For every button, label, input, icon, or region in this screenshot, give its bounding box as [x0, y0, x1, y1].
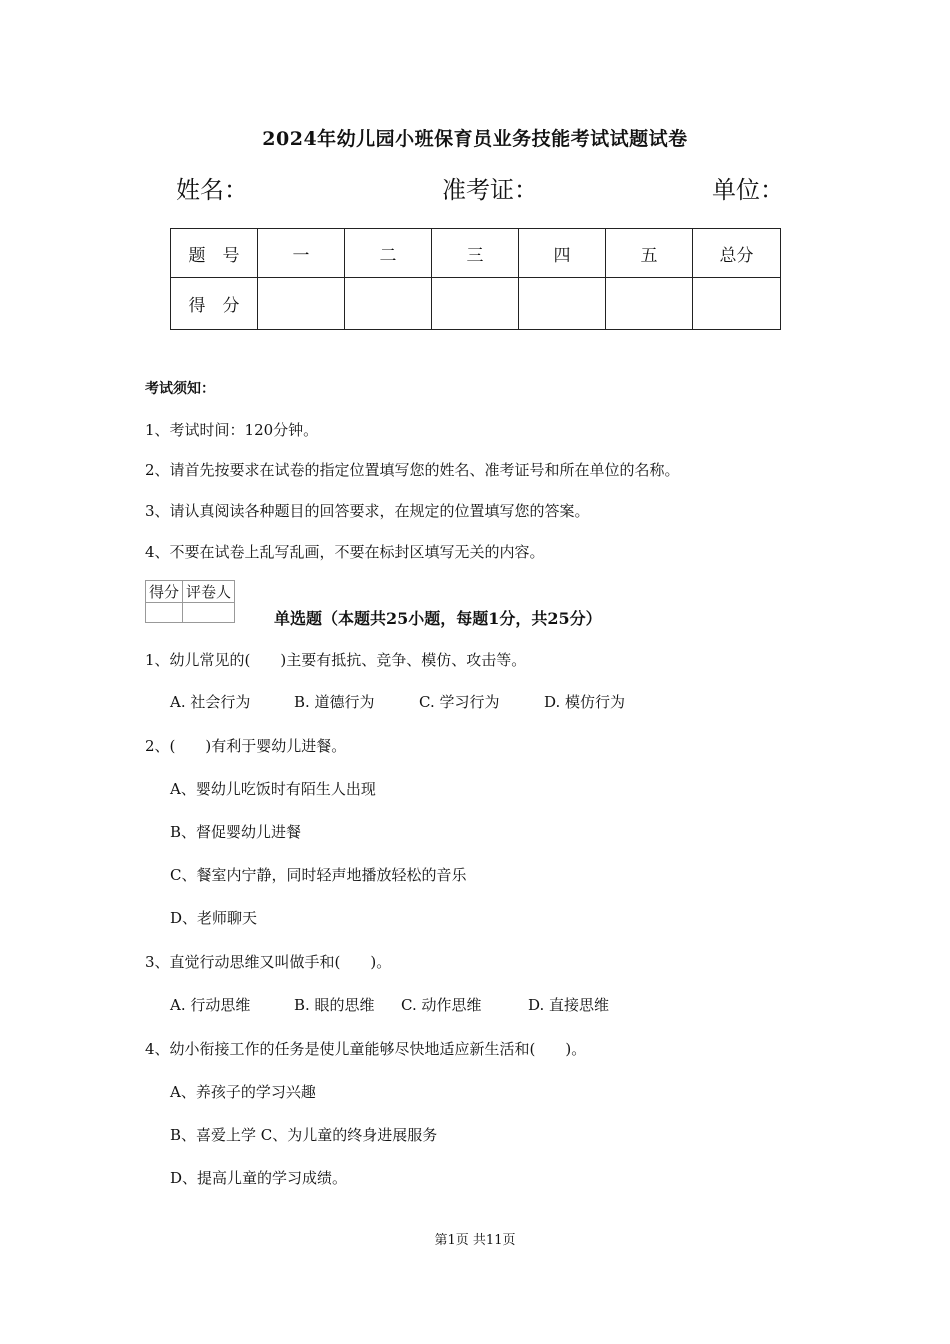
header-cell-2: 二: [345, 229, 432, 278]
header-cell-question-no: 题 号: [171, 229, 258, 278]
option-b[interactable]: B、督促婴幼儿进餐: [170, 823, 302, 841]
grader-box-score-label: 得分: [146, 581, 183, 603]
score-table-header-row: [171, 229, 781, 278]
score-cell-2[interactable]: [345, 278, 432, 330]
grader-box-grader-label: 评卷人: [183, 581, 235, 603]
score-cell-1[interactable]: [258, 278, 345, 330]
option-c[interactable]: C. 动作思维: [401, 996, 482, 1014]
option-d[interactable]: D. 模仿行为: [544, 693, 626, 711]
score-cell-5[interactable]: [606, 278, 693, 330]
question-stem: 1、幼儿常见的( )主要有抵抗、竞争、模仿、攻击等。: [145, 651, 527, 669]
score-row-label: 得 分: [171, 278, 258, 330]
grader-box-score-cell[interactable]: [146, 603, 183, 623]
question-stem: 2、( )有利于婴幼儿进餐。: [145, 737, 347, 755]
score-table: [170, 228, 781, 330]
option-a[interactable]: A、婴幼儿吃饭时有陌生人出现: [170, 780, 376, 798]
name-label: 姓名：: [176, 176, 248, 204]
page-footer: 第1页 共11页: [434, 1233, 516, 1248]
document-title: 2024年幼儿园小班保育员业务技能考试试题试卷: [262, 128, 688, 150]
notice-item: 1、考试时间：120分钟。: [145, 421, 319, 439]
question-stem: 4、幼小衔接工作的任务是使儿童能够尽快地适应新生活和( )。: [145, 1040, 587, 1058]
question-stem: 3、直觉行动思维又叫做手和( )。: [145, 953, 392, 971]
notice-item: 4、不要在试卷上乱写乱画，不要在标封区填写无关的内容。: [145, 543, 545, 561]
option-d[interactable]: D、提高儿童的学习成绩。: [170, 1169, 348, 1187]
notice-item: 3、请认真阅读各种题目的回答要求，在规定的位置填写您的答案。: [145, 502, 590, 520]
option-c[interactable]: C. 学习行为: [419, 693, 500, 711]
option-d[interactable]: D. 直接思维: [528, 996, 610, 1014]
header-cell-3: 三: [432, 229, 519, 278]
score-cell-total[interactable]: [693, 278, 781, 330]
notice-item: 2、请首先按要求在试卷的指定位置填写您的姓名、准考证号和所在单位的名称。: [145, 461, 680, 479]
score-table-score-row: [171, 278, 781, 330]
option-b[interactable]: B. 眼的思维: [294, 996, 375, 1014]
option-a[interactable]: A. 社会行为: [170, 693, 251, 711]
header-cell-total: 总分: [693, 229, 781, 278]
option-b-c[interactable]: B、喜爱上学 C、为儿童的终身进展服务: [170, 1126, 438, 1144]
unit-label: 单位：: [712, 176, 784, 204]
score-cell-4[interactable]: [519, 278, 606, 330]
candidate-info-fields: [176, 170, 786, 204]
option-a[interactable]: A、养孩子的学习兴趣: [170, 1083, 316, 1101]
option-c[interactable]: C、餐室内宁静，同时轻声地播放轻松的音乐: [170, 866, 467, 884]
grader-box: [145, 580, 235, 623]
exam-number-label: 准考证：: [442, 176, 538, 204]
header-cell-4: 四: [519, 229, 606, 278]
notice-heading: 考试须知：: [145, 381, 215, 397]
score-cell-3[interactable]: [432, 278, 519, 330]
option-b[interactable]: B. 道德行为: [294, 693, 375, 711]
header-cell-1: 一: [258, 229, 345, 278]
header-cell-5: 五: [606, 229, 693, 278]
option-a[interactable]: A. 行动思维: [170, 996, 251, 1014]
option-d[interactable]: D、老师聊天: [170, 909, 258, 927]
section-title: 单选题（本题共25小题，每题1分，共25分）: [274, 609, 602, 628]
grader-box-grader-cell[interactable]: [183, 603, 235, 623]
